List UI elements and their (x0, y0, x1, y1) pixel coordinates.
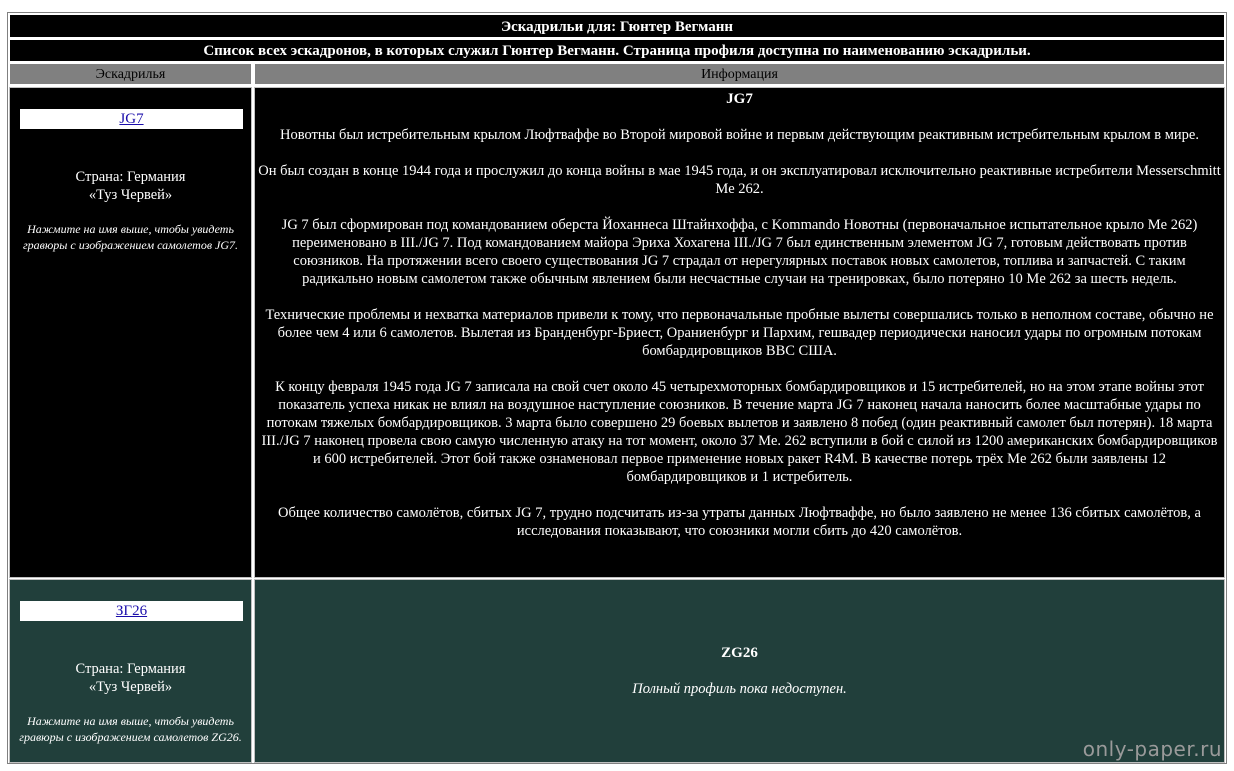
squadron-hint: Нажмите на имя выше, чтобы увидеть гравюры с изображением самолетов ZG26. (19, 714, 242, 744)
squadron-link-jg7[interactable]: JG7 (119, 111, 144, 127)
info-title: ZG26 (721, 645, 758, 661)
squadrons-table (7, 12, 1227, 764)
info-cell-zg26 (254, 579, 1225, 763)
info-paragraph: Новотны был истребительным крылом Люфтваффе во Второй мировой войне и первым действующим реактивным истребительным крылом в мире. (280, 127, 1199, 143)
page-subtitle: Список всех эскадронов, в которых служил Гюнтер Вегманн. Страница профиля доступна по наименованию эскадрильи. (9, 39, 1225, 62)
squadron-link-zg26[interactable]: ЗГ26 (115, 603, 148, 619)
info-text (257, 90, 1222, 558)
column-header-info: Информация (254, 63, 1225, 85)
squadron-name-box (20, 601, 243, 621)
info-paragraph: Общее количество самолётов, сбитых JG 7, трудно подсчитать из-за утраты данных Люфтваффе, но было заявлено не менее 136 сбитых самолётов, а исследования показывают, что союзники могли сбить до 420 самолётов. (278, 505, 1201, 539)
squadron-hint: Нажмите на имя выше, чтобы увидеть гравюры с изображением самолетов JG7. (22, 222, 239, 252)
info-title: JG7 (726, 91, 753, 107)
squadron-nickname: «Туз Червей» (88, 187, 173, 203)
squadron-country: Страна: Германия (75, 169, 186, 185)
info-unavailable: Полный профиль пока недоступен. (632, 681, 847, 697)
squadron-nickname: «Туз Червей» (88, 679, 173, 695)
info-paragraph: JG 7 был сформирован под командованием оберста Йоханнеса Штайнхоффа, с Kommando Новотны (первоначальное испытательное крыло Me 262) переименовано в III./JG 7. Под командованием майора Эриха Хохагена III./JG 7 был единственным элементом JG 7, готовым действовать против союзников. На протяжении всего своего существования JG 7 страдал от нерегулярных поставок новых самолетов, топлива и запчастей. С таким радикально новым самолетом также обычным явлением были несчастные случаи на тренировках, было потеряно 10 Me 262 за шесть недель. (281, 217, 1198, 287)
info-cell-jg7 (254, 87, 1225, 578)
squadron-cell-zg26 (9, 579, 252, 763)
squadron-country: Страна: Германия (75, 661, 186, 677)
column-header-squadron: Эскадрилья (9, 63, 252, 85)
squadron-cell-jg7 (9, 87, 252, 578)
page-title: Эскадрильи для: Гюнтер Вегманн (9, 14, 1225, 38)
watermark: only-paper.ru (1082, 737, 1222, 761)
squadron-name-box (20, 109, 243, 129)
info-paragraph: К концу февраля 1945 года JG 7 записала на свой счет около 45 четырехмоторных бомбардировщиков и 15 истребителей, но на этом этапе войны этот показатель успеха никак не влиял на воздушное наступление союзников. В течение марта JG 7 наконец начала наносить более масштабные удары по потокам тяжелых бомбардировщиков. 3 марта было совершено 29 боевых вылетов и заявлено 8 побед (один реактивный самолет был потерян). 18 марта III./JG 7 наконец провела свою самую численную атаку на тот момент, около 37 Me. 262 вступили в бой с силой из 1200 американских бомбардировщиков и 600 истребителей. Этот бой также ознаменовал первое применение новых ракет R4M. В качестве потерь трёх Me 262 были заявлены 12 бомбардировщиков и 1 истребитель. (261, 379, 1218, 485)
info-paragraph: Технические проблемы и нехватка материалов привели к тому, что первоначальные пробные вылеты совершались только в неполном составе, обычно не более чем 4 или 6 самолетов. Вылетая из Бранденбург-Бриест, Ораниенбург и Пархим, гешвадер периодически наносил удары по огромным потокам бомбардировщиков ВВС США. (265, 307, 1214, 359)
info-paragraph: Он был создан в конце 1944 года и прослужил до конца войны в мае 1945 года, и он эксплуатировал исключительно реактивные истребители Messerschmitt Me 262. (258, 163, 1221, 197)
